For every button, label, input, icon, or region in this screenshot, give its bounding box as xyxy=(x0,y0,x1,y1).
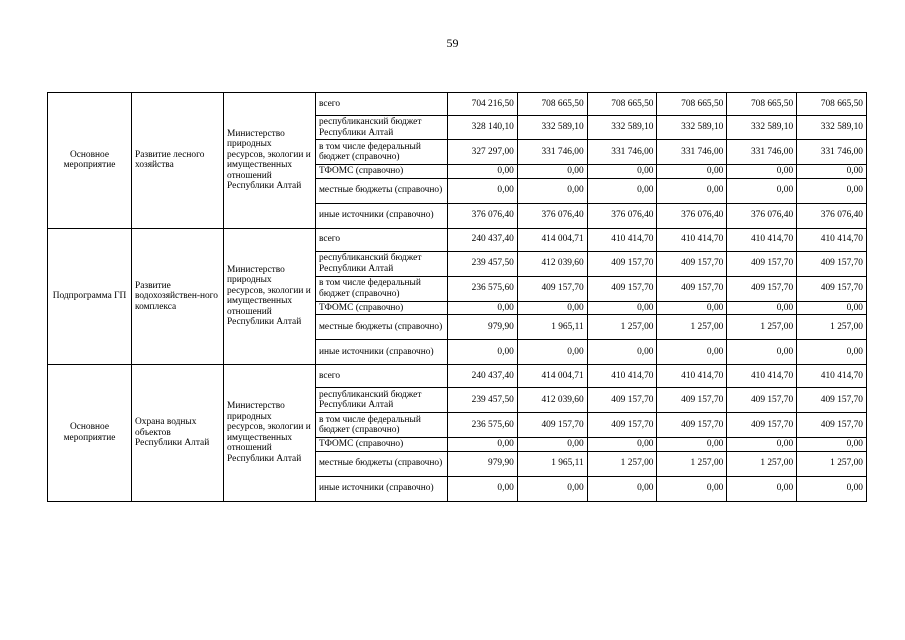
amount-cell: 414 004,71 xyxy=(517,365,587,388)
amount-cell: 1 965,11 xyxy=(517,315,587,340)
amount-cell: 0,00 xyxy=(587,438,657,452)
amount-cell: 0,00 xyxy=(517,165,587,179)
amount-cell: 240 437,40 xyxy=(448,228,518,251)
amount-cell: 0,00 xyxy=(657,340,727,365)
amount-cell: 1 257,00 xyxy=(587,451,657,476)
amount-cell: 332 589,10 xyxy=(797,116,867,140)
funding-source-cell: ТФОМС (справочно) xyxy=(316,438,448,452)
amount-cell: 708 665,50 xyxy=(517,93,587,116)
amount-cell: 409 157,70 xyxy=(797,251,867,276)
amount-cell: 0,00 xyxy=(587,476,657,501)
amount-cell: 0,00 xyxy=(657,476,727,501)
amount-cell: 708 665,50 xyxy=(727,93,797,116)
amount-cell: 376 076,40 xyxy=(448,203,518,228)
funding-source-cell: местные бюджеты (справочно) xyxy=(316,315,448,340)
funding-source-cell: республиканский бюджет Республики Алтай xyxy=(316,251,448,276)
funding-source-cell: местные бюджеты (справочно) xyxy=(316,451,448,476)
amount-cell: 331 746,00 xyxy=(797,140,867,165)
amount-cell: 239 457,50 xyxy=(448,251,518,276)
page-number: 59 xyxy=(446,36,459,50)
amount-cell: 708 665,50 xyxy=(797,93,867,116)
amount-cell: 0,00 xyxy=(657,438,727,452)
amount-cell: 410 414,70 xyxy=(587,365,657,388)
amount-cell: 410 414,70 xyxy=(587,228,657,251)
measure-type-cell: Подпрограмма ГП xyxy=(48,228,132,365)
funding-source-cell: в том числе федеральный бюджет (справочно) xyxy=(316,413,448,438)
amount-cell: 0,00 xyxy=(727,340,797,365)
executor-cell: Министерство природных ресурсов, экологии и имущественных отношений Республики Алтай xyxy=(224,365,316,502)
amount-cell: 332 589,10 xyxy=(727,116,797,140)
table-body xyxy=(48,93,867,502)
amount-cell: 409 157,70 xyxy=(517,413,587,438)
amount-cell: 414 004,71 xyxy=(517,228,587,251)
table-row xyxy=(48,365,867,388)
amount-cell: 0,00 xyxy=(517,178,587,203)
amount-cell: 409 157,70 xyxy=(797,413,867,438)
amount-cell: 0,00 xyxy=(797,476,867,501)
amount-cell: 331 746,00 xyxy=(727,140,797,165)
amount-cell: 376 076,40 xyxy=(517,203,587,228)
amount-cell: 331 746,00 xyxy=(517,140,587,165)
funding-table xyxy=(47,92,867,502)
amount-cell: 412 039,60 xyxy=(517,251,587,276)
amount-cell: 409 157,70 xyxy=(727,413,797,438)
amount-cell: 0,00 xyxy=(727,438,797,452)
amount-cell: 0,00 xyxy=(657,178,727,203)
amount-cell: 376 076,40 xyxy=(797,203,867,228)
amount-cell: 1 257,00 xyxy=(797,315,867,340)
funding-source-cell: иные источники (справочно) xyxy=(316,340,448,365)
executor-cell: Министерство природных ресурсов, экологии и имущественных отношений Республики Алтай xyxy=(224,228,316,365)
measure-type-cell: Основное мероприятие xyxy=(48,365,132,502)
amount-cell: 0,00 xyxy=(797,178,867,203)
funding-source-cell: всего xyxy=(316,93,448,116)
amount-cell: 1 257,00 xyxy=(727,451,797,476)
funding-source-cell: иные источники (справочно) xyxy=(316,203,448,228)
amount-cell: 409 157,70 xyxy=(517,276,587,301)
amount-cell: 1 257,00 xyxy=(587,315,657,340)
amount-cell: 979,90 xyxy=(448,315,518,340)
amount-cell: 1 257,00 xyxy=(657,451,727,476)
amount-cell: 0,00 xyxy=(727,165,797,179)
amount-cell: 0,00 xyxy=(448,438,518,452)
amount-cell: 0,00 xyxy=(657,165,727,179)
amount-cell: 0,00 xyxy=(797,340,867,365)
amount-cell: 0,00 xyxy=(797,301,867,315)
amount-cell: 409 157,70 xyxy=(727,251,797,276)
amount-cell: 1 965,11 xyxy=(517,451,587,476)
amount-cell: 0,00 xyxy=(517,301,587,315)
funding-source-cell: всего xyxy=(316,228,448,251)
amount-cell: 332 589,10 xyxy=(517,116,587,140)
amount-cell: 409 157,70 xyxy=(657,251,727,276)
amount-cell: 239 457,50 xyxy=(448,388,518,413)
amount-cell: 0,00 xyxy=(657,301,727,315)
amount-cell: 331 746,00 xyxy=(587,140,657,165)
amount-cell: 0,00 xyxy=(517,476,587,501)
measure-name-cell: Развитие лесного хозяйства xyxy=(132,93,224,229)
amount-cell: 410 414,70 xyxy=(657,365,727,388)
amount-cell: 0,00 xyxy=(448,165,518,179)
amount-cell: 0,00 xyxy=(727,301,797,315)
amount-cell: 0,00 xyxy=(448,178,518,203)
amount-cell: 409 157,70 xyxy=(797,388,867,413)
funding-source-cell: местные бюджеты (справочно) xyxy=(316,178,448,203)
amount-cell: 236 575,60 xyxy=(448,413,518,438)
amount-cell: 409 157,70 xyxy=(727,276,797,301)
amount-cell: 409 157,70 xyxy=(587,413,657,438)
amount-cell: 328 140,10 xyxy=(448,116,518,140)
amount-cell: 331 746,00 xyxy=(657,140,727,165)
measure-type-cell: Основное мероприятие xyxy=(48,93,132,229)
amount-cell: 409 157,70 xyxy=(797,276,867,301)
amount-cell: 409 157,70 xyxy=(657,413,727,438)
amount-cell: 1 257,00 xyxy=(657,315,727,340)
amount-cell: 1 257,00 xyxy=(797,451,867,476)
amount-cell: 979,90 xyxy=(448,451,518,476)
amount-cell: 409 157,70 xyxy=(657,388,727,413)
amount-cell: 708 665,50 xyxy=(587,93,657,116)
amount-cell: 0,00 xyxy=(587,340,657,365)
amount-cell: 704 216,50 xyxy=(448,93,518,116)
amount-cell: 409 157,70 xyxy=(587,276,657,301)
amount-cell: 327 297,00 xyxy=(448,140,518,165)
amount-cell: 236 575,60 xyxy=(448,276,518,301)
amount-cell: 410 414,70 xyxy=(727,228,797,251)
amount-cell: 410 414,70 xyxy=(797,228,867,251)
amount-cell: 0,00 xyxy=(517,438,587,452)
funding-source-cell: в том числе федеральный бюджет (справочно) xyxy=(316,140,448,165)
amount-cell: 708 665,50 xyxy=(657,93,727,116)
amount-cell: 332 589,10 xyxy=(657,116,727,140)
amount-cell: 0,00 xyxy=(727,476,797,501)
amount-cell: 412 039,60 xyxy=(517,388,587,413)
funding-source-cell: республиканский бюджет Республики Алтай xyxy=(316,388,448,413)
table-row xyxy=(48,228,867,251)
amount-cell: 1 257,00 xyxy=(727,315,797,340)
funding-source-cell: иные источники (справочно) xyxy=(316,476,448,501)
amount-cell: 376 076,40 xyxy=(727,203,797,228)
amount-cell: 0,00 xyxy=(517,340,587,365)
amount-cell: 0,00 xyxy=(448,340,518,365)
amount-cell: 409 157,70 xyxy=(657,276,727,301)
funding-source-cell: республиканский бюджет Республики Алтай xyxy=(316,116,448,140)
amount-cell: 410 414,70 xyxy=(657,228,727,251)
amount-cell: 376 076,40 xyxy=(587,203,657,228)
executor-cell: Министерство природных ресурсов, экологии и имущественных отношений Республики Алтай xyxy=(224,93,316,229)
amount-cell: 409 157,70 xyxy=(587,388,657,413)
amount-cell: 376 076,40 xyxy=(657,203,727,228)
amount-cell: 410 414,70 xyxy=(727,365,797,388)
amount-cell: 332 589,10 xyxy=(587,116,657,140)
funding-source-cell: ТФОМС (справочно) xyxy=(316,301,448,315)
amount-cell: 0,00 xyxy=(587,178,657,203)
amount-cell: 409 157,70 xyxy=(587,251,657,276)
amount-cell: 0,00 xyxy=(448,301,518,315)
amount-cell: 0,00 xyxy=(587,301,657,315)
amount-cell: 0,00 xyxy=(797,438,867,452)
amount-cell: 240 437,40 xyxy=(448,365,518,388)
amount-cell: 0,00 xyxy=(587,165,657,179)
amount-cell: 0,00 xyxy=(448,476,518,501)
amount-cell: 410 414,70 xyxy=(797,365,867,388)
measure-name-cell: Охрана водных объектов Республики Алтай xyxy=(132,365,224,502)
funding-source-cell: ТФОМС (справочно) xyxy=(316,165,448,179)
table-row xyxy=(48,93,867,116)
amount-cell: 0,00 xyxy=(727,178,797,203)
amount-cell: 0,00 xyxy=(797,165,867,179)
amount-cell: 409 157,70 xyxy=(727,388,797,413)
funding-source-cell: всего xyxy=(316,365,448,388)
funding-source-cell: в том числе федеральный бюджет (справочно) xyxy=(316,276,448,301)
measure-name-cell: Развитие водохозяйствен-ного комплекса xyxy=(132,228,224,365)
